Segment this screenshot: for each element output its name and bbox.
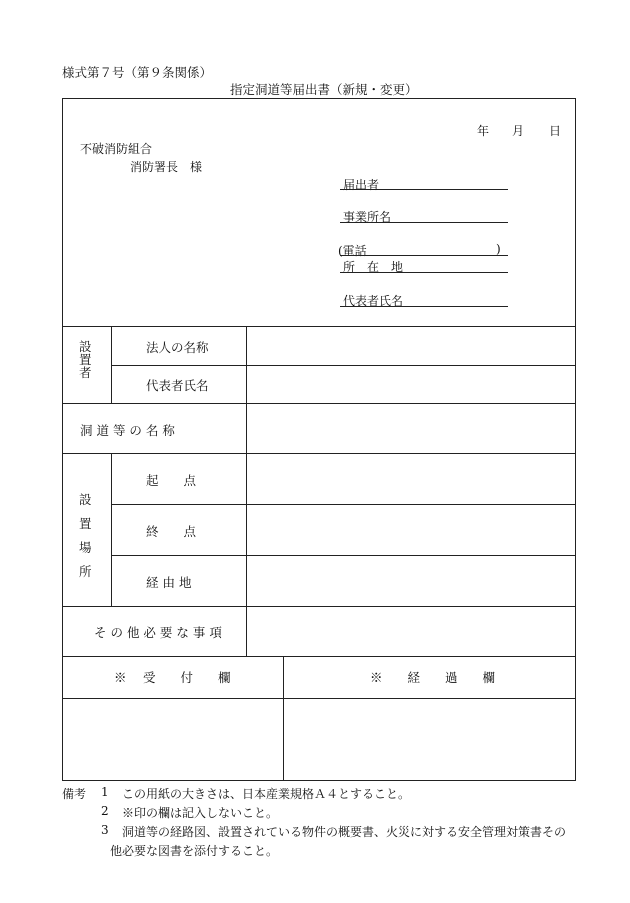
other-matters-field[interactable] xyxy=(247,607,575,655)
form-number: 様式第７号（第９条関係） xyxy=(62,65,213,80)
note-number: 3 xyxy=(101,823,109,837)
installer-group-char: 置 xyxy=(79,352,92,367)
address-line[interactable] xyxy=(340,272,508,273)
installer-rep-label: 代表者氏名 xyxy=(146,378,209,393)
rule xyxy=(111,453,112,606)
date-day-label: 日 xyxy=(549,124,562,138)
reception-header: ※ 受 付 欄 xyxy=(114,670,231,685)
via-point-label: 経 由 地 xyxy=(146,575,192,590)
location-group-char: 設 xyxy=(79,492,92,507)
progress-header: ※ 経 過 欄 xyxy=(370,670,496,685)
tunnel-name-label: 洞 道 等 の 名 称 xyxy=(80,423,175,438)
phone-close: ) xyxy=(496,242,501,256)
notes-label: 備考 xyxy=(62,787,87,801)
office-name-line[interactable] xyxy=(340,222,508,223)
location-group-char: 所 xyxy=(79,564,92,579)
rule xyxy=(111,326,112,403)
office-name-label: 事業所名 xyxy=(343,210,392,224)
location-group-label xyxy=(79,488,93,584)
location-group-char: 場 xyxy=(79,540,92,555)
installer-group-char: 設 xyxy=(79,339,92,354)
installer-group-char: 者 xyxy=(79,365,92,380)
addressee-chief: 消防署長 様 xyxy=(130,160,203,174)
tunnel-name-field[interactable] xyxy=(247,404,575,452)
note-continuation: 他必要な図書を添付すること。 xyxy=(110,844,279,858)
phone-label: (電話 xyxy=(338,244,367,258)
note-number: 2 xyxy=(101,804,109,818)
representative-label: 代表者氏名 xyxy=(343,294,404,308)
date-year-label: 年 xyxy=(477,124,490,138)
note-number: 1 xyxy=(101,785,109,799)
corp-name-label: 法人の名称 xyxy=(146,340,209,355)
reception-field xyxy=(63,699,282,780)
addressee-org: 不破消防組合 xyxy=(80,142,153,156)
via-point-field[interactable] xyxy=(247,556,575,605)
applicant-line[interactable] xyxy=(340,189,508,190)
address-label: 所 在 地 xyxy=(343,260,404,274)
progress-field xyxy=(284,699,575,780)
rule xyxy=(62,656,576,657)
installer-rep-field[interactable] xyxy=(247,366,575,402)
form-title: 指定洞道等届出書（新規・変更） xyxy=(230,82,418,97)
corp-name-field[interactable] xyxy=(247,327,575,364)
date-month-label: 月 xyxy=(512,124,525,138)
note-text: 洞道等の経路図、設置されている物件の概要書、火災に対する安全管理対策書その xyxy=(122,825,567,839)
installer-group-label xyxy=(79,340,93,379)
note-text: この用紙の大きさは、日本産業規格Ａ４とすること。 xyxy=(122,787,411,801)
phone-line[interactable] xyxy=(340,255,508,256)
other-matters-label: そ の 他 必 要 な 事 項 xyxy=(94,625,222,640)
applicant-label: 届出者 xyxy=(343,178,380,192)
representative-line[interactable] xyxy=(340,306,508,307)
note-text: ※印の欄は記入しないこと。 xyxy=(122,806,279,820)
start-point-label: 起 点 xyxy=(146,473,197,488)
location-group-char: 置 xyxy=(79,516,92,531)
start-point-field[interactable] xyxy=(247,454,575,503)
end-point-field[interactable] xyxy=(247,505,575,554)
end-point-label: 終 点 xyxy=(146,524,197,539)
